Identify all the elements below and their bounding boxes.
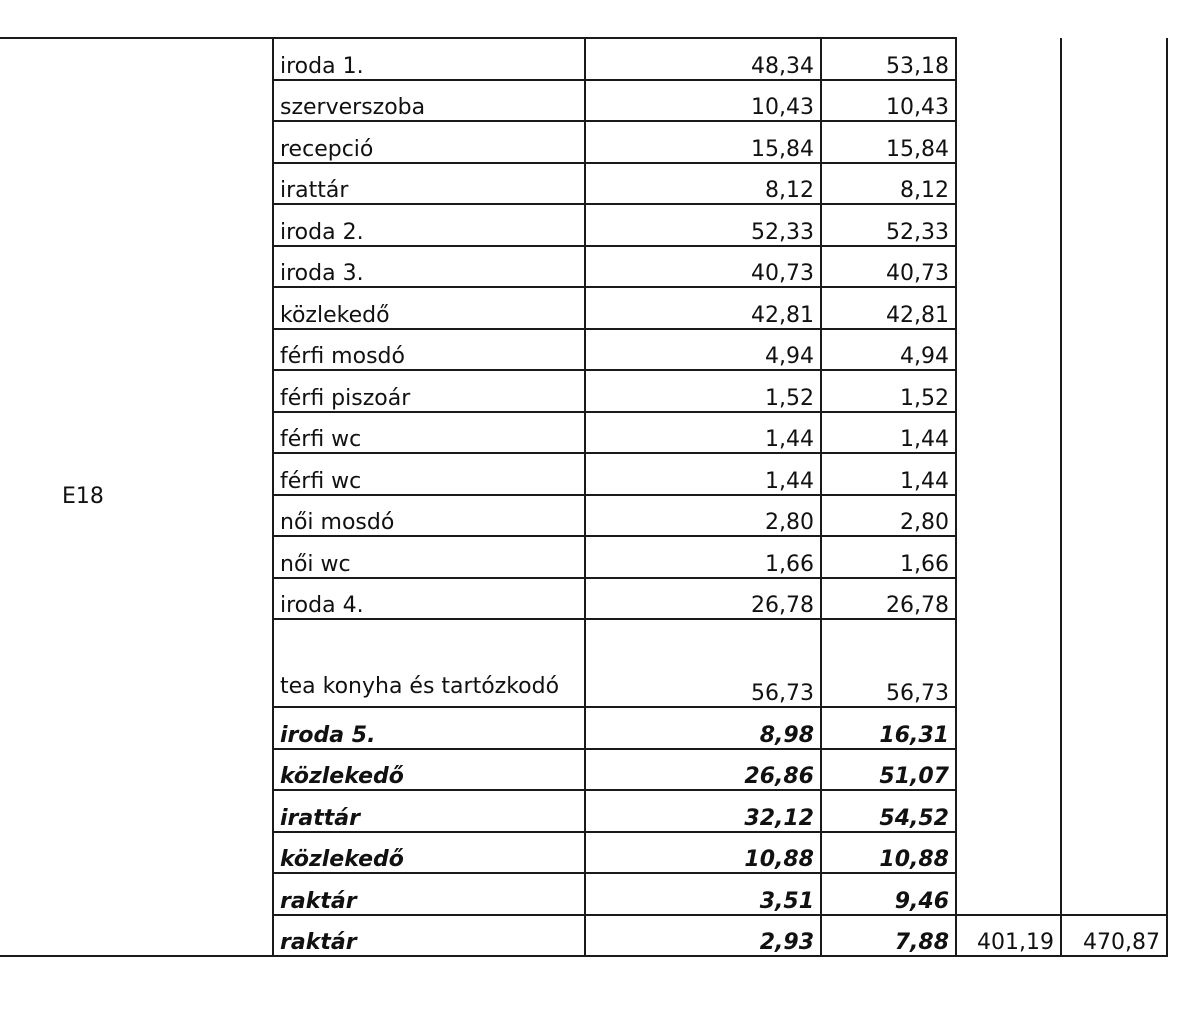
room-name-cell: szerverszoba <box>273 80 585 122</box>
group-code-cell: E18 <box>0 38 273 956</box>
empty-cell <box>1061 578 1167 620</box>
area-net-cell: 8,98 <box>585 707 821 749</box>
empty-cell <box>1061 790 1167 832</box>
room-name-cell: iroda 2. <box>273 204 585 246</box>
area-net-cell: 10,43 <box>585 80 821 122</box>
area-net-cell: 56,73 <box>585 619 821 707</box>
empty-cell <box>956 453 1061 495</box>
room-name-cell: raktár <box>273 915 585 957</box>
empty-cell <box>956 749 1061 791</box>
empty-cell <box>956 619 1061 707</box>
room-name-cell: tea konyha és tartózkodó <box>273 619 585 707</box>
empty-cell <box>1061 370 1167 412</box>
area-net-cell: 3,51 <box>585 873 821 915</box>
room-name-cell: férfi piszoár <box>273 370 585 412</box>
area-net-cell: 52,33 <box>585 204 821 246</box>
area-net-cell: 40,73 <box>585 246 821 288</box>
total-gross-cell: 470,87 <box>1061 915 1167 957</box>
empty-cell <box>956 121 1061 163</box>
empty-cell <box>1061 204 1167 246</box>
area-gross-cell: 9,46 <box>821 873 956 915</box>
empty-cell <box>956 412 1061 454</box>
empty-cell <box>1061 329 1167 371</box>
area-gross-cell: 51,07 <box>821 749 956 791</box>
room-name-cell: raktár <box>273 873 585 915</box>
area-gross-cell: 7,88 <box>821 915 956 957</box>
empty-cell <box>956 495 1061 537</box>
empty-cell <box>1061 536 1167 578</box>
empty-cell <box>1061 38 1167 80</box>
area-net-cell: 26,78 <box>585 578 821 620</box>
area-gross-cell: 53,18 <box>821 38 956 80</box>
area-gross-cell: 54,52 <box>821 790 956 832</box>
room-name-cell: irattár <box>273 163 585 205</box>
area-gross-cell: 1,52 <box>821 370 956 412</box>
room-name-cell: iroda 3. <box>273 246 585 288</box>
area-gross-cell: 4,94 <box>821 329 956 371</box>
room-name-cell: női wc <box>273 536 585 578</box>
empty-cell <box>1061 873 1167 915</box>
area-gross-cell: 10,43 <box>821 80 956 122</box>
room-name-cell: közlekedő <box>273 749 585 791</box>
area-gross-cell: 1,44 <box>821 453 956 495</box>
area-net-cell: 1,66 <box>585 536 821 578</box>
area-net-cell: 42,81 <box>585 287 821 329</box>
area-net-cell: 1,44 <box>585 453 821 495</box>
area-gross-cell: 10,88 <box>821 832 956 874</box>
area-gross-cell: 52,33 <box>821 204 956 246</box>
empty-cell <box>1061 453 1167 495</box>
empty-cell <box>1061 121 1167 163</box>
empty-cell <box>1061 495 1167 537</box>
area-net-cell: 32,12 <box>585 790 821 832</box>
empty-cell <box>1061 163 1167 205</box>
empty-cell <box>956 287 1061 329</box>
area-net-cell: 8,12 <box>585 163 821 205</box>
empty-cell <box>1061 80 1167 122</box>
empty-cell <box>956 873 1061 915</box>
empty-cell <box>956 707 1061 749</box>
empty-cell <box>956 80 1061 122</box>
empty-cell <box>956 578 1061 620</box>
area-gross-cell: 15,84 <box>821 121 956 163</box>
area-gross-cell: 26,78 <box>821 578 956 620</box>
area-net-cell: 1,44 <box>585 412 821 454</box>
empty-cell <box>956 832 1061 874</box>
area-net-cell: 2,93 <box>585 915 821 957</box>
room-name-cell: iroda 1. <box>273 38 585 80</box>
room-name-cell: közlekedő <box>273 832 585 874</box>
room-name-cell: iroda 4. <box>273 578 585 620</box>
empty-cell <box>1061 412 1167 454</box>
area-net-cell: 48,34 <box>585 38 821 80</box>
area-net-cell: 4,94 <box>585 329 821 371</box>
area-net-cell: 2,80 <box>585 495 821 537</box>
empty-cell <box>956 536 1061 578</box>
room-name-cell: irattár <box>273 790 585 832</box>
area-gross-cell: 8,12 <box>821 163 956 205</box>
area-gross-cell: 56,73 <box>821 619 956 707</box>
empty-cell <box>956 246 1061 288</box>
area-net-cell: 15,84 <box>585 121 821 163</box>
room-name-cell: recepció <box>273 121 585 163</box>
room-name-cell: férfi wc <box>273 453 585 495</box>
empty-cell <box>1061 246 1167 288</box>
room-name-cell: közlekedő <box>273 287 585 329</box>
empty-cell <box>1061 619 1167 707</box>
area-gross-cell: 16,31 <box>821 707 956 749</box>
room-name-cell: férfi wc <box>273 412 585 454</box>
table-row <box>0 38 1167 80</box>
area-gross-cell: 2,80 <box>821 495 956 537</box>
area-table <box>0 37 1168 957</box>
empty-cell <box>956 329 1061 371</box>
room-name-cell: női mosdó <box>273 495 585 537</box>
area-gross-cell: 1,66 <box>821 536 956 578</box>
empty-cell <box>956 38 1061 80</box>
empty-cell <box>956 790 1061 832</box>
empty-cell <box>1061 707 1167 749</box>
area-net-cell: 10,88 <box>585 832 821 874</box>
empty-cell <box>1061 832 1167 874</box>
room-name-cell: iroda 5. <box>273 707 585 749</box>
empty-cell <box>1061 287 1167 329</box>
empty-cell <box>1061 749 1167 791</box>
area-gross-cell: 42,81 <box>821 287 956 329</box>
table-body <box>0 38 1167 956</box>
area-net-cell: 26,86 <box>585 749 821 791</box>
total-net-cell: 401,19 <box>956 915 1061 957</box>
area-gross-cell: 1,44 <box>821 412 956 454</box>
area-gross-cell: 40,73 <box>821 246 956 288</box>
empty-cell <box>956 163 1061 205</box>
room-name-cell: férfi mosdó <box>273 329 585 371</box>
empty-cell <box>956 370 1061 412</box>
area-net-cell: 1,52 <box>585 370 821 412</box>
empty-cell <box>956 204 1061 246</box>
